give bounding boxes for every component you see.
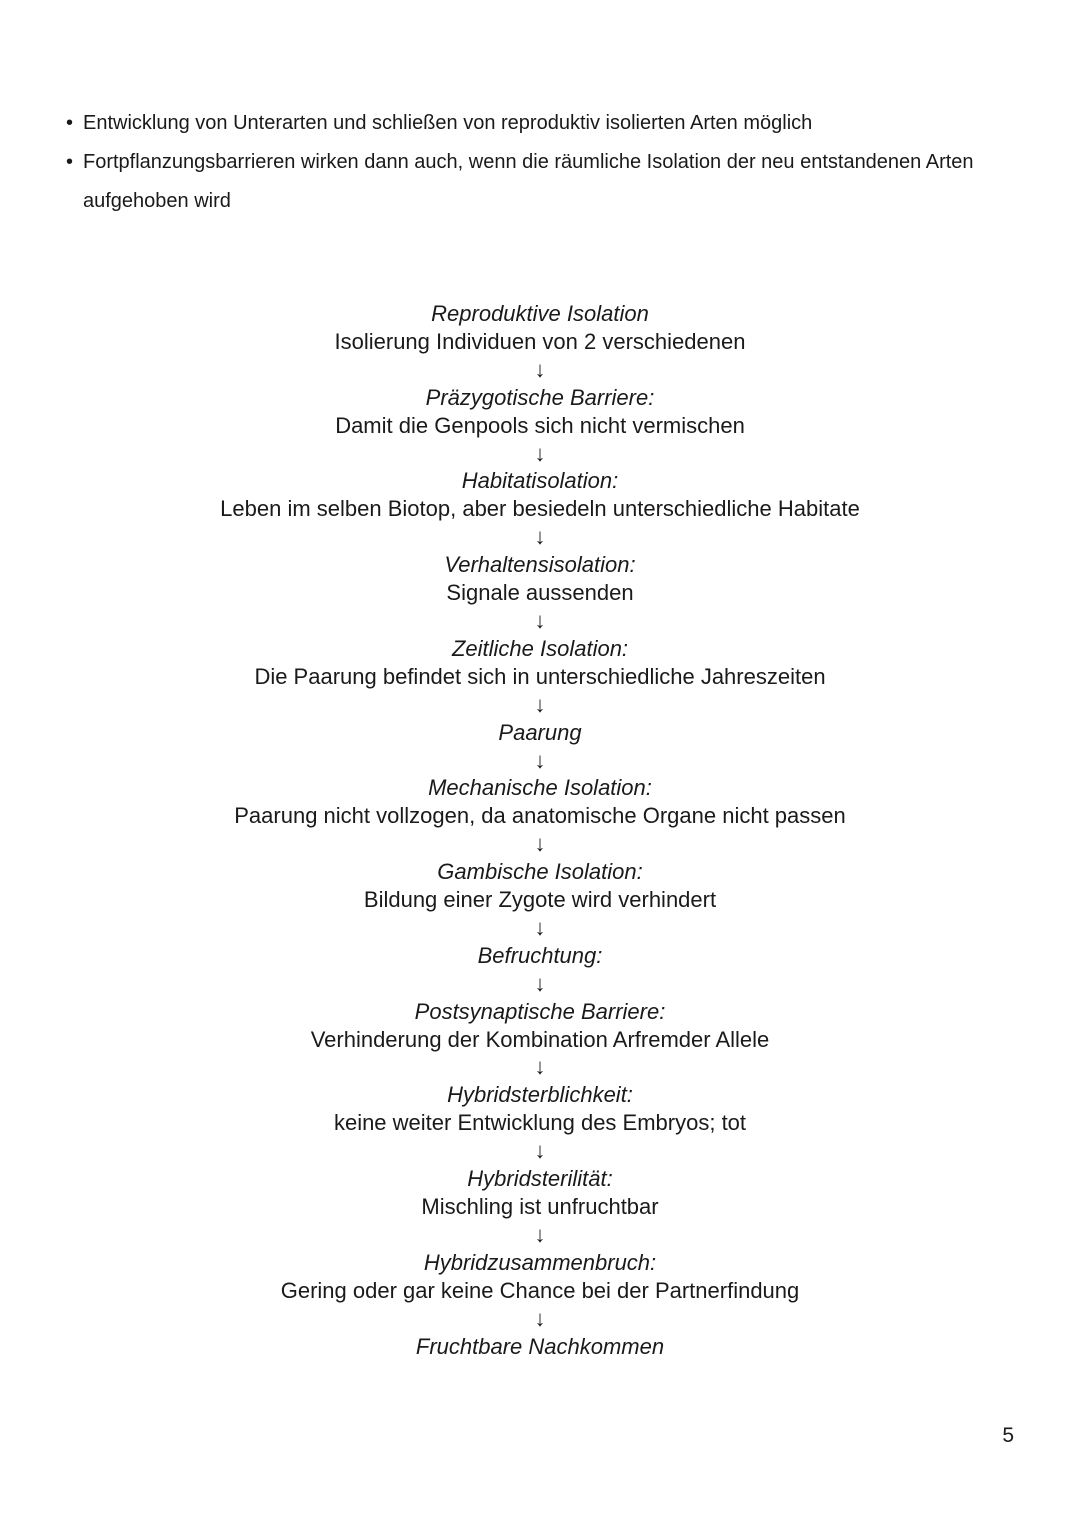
bullet-dot-icon: •	[66, 151, 74, 173]
flow-step-title: Reproduktive Isolation	[431, 301, 649, 326]
flow-step-description: Bildung einer Zygote wird verhindert	[363, 887, 717, 913]
flow-step-title: Gambische Isolation:	[437, 859, 643, 885]
flow-step-description: Leben im selben Biotop, aber besiedeln unterschiedliche Habitate	[220, 496, 860, 522]
flow-step-description: Die Paarung befindet sich in unterschiedliche Jahreszeiten	[254, 663, 826, 689]
flow-step-description: Gering oder gar keine Chance bei der Partnerfindung	[280, 1277, 800, 1303]
flow-step-title: Hybridsterilität:	[467, 1166, 613, 1192]
bullet-item	[66, 104, 1026, 143]
flow-step-description: Isolierung Individuen von 2 verschiedenen	[334, 328, 746, 354]
down-arrow-icon: ↓	[534, 356, 546, 382]
flow-step-title: Hybridsterblichkeit:	[447, 1082, 633, 1108]
flow-step-title: Paarung	[498, 719, 582, 745]
flow-step-title: Mechanische Isolation:	[428, 775, 652, 801]
flow-step-description: Signale aussenden	[446, 580, 634, 606]
flow-step-description: Verhinderung der Kombination Arfremder Allele	[310, 1026, 770, 1052]
down-arrow-icon: ↓	[534, 1138, 546, 1164]
bullet-dot-icon: •	[66, 112, 74, 134]
page-number: 5	[1002, 1424, 1014, 1447]
down-arrow-icon: ↓	[534, 831, 546, 857]
down-arrow-icon: ↓	[534, 970, 546, 996]
isolation-flowchart	[0, 300, 1080, 1360]
down-arrow-icon: ↓	[534, 691, 546, 717]
flow-step-title: Habitatisolation:	[461, 468, 619, 494]
flow-step-title: Fruchtbare Nachkommen	[415, 1333, 665, 1359]
bullet-item	[66, 143, 1026, 221]
flow-step-description: Damit die Genpools sich nicht vermischen	[335, 412, 745, 438]
down-arrow-icon: ↓	[534, 1054, 546, 1080]
flow-step-title: Postsynaptische Barriere:	[414, 998, 666, 1024]
flow-step-title: Befruchtung:	[477, 942, 603, 968]
bullet-text: Fortpflanzungsbarrieren wirken dann auch, wenn die räumliche Isolation der neu entstandenen Arten aufgehoben wird	[83, 151, 974, 212]
down-arrow-icon: ↓	[534, 914, 546, 940]
bullet-text: Entwicklung von Unterarten und schließen von reproduktiv isolierten Arten möglich	[83, 112, 813, 134]
flow-step-title: Hybridzusammenbruch:	[423, 1249, 657, 1275]
down-arrow-icon: ↓	[534, 607, 546, 633]
down-arrow-icon: ↓	[534, 440, 546, 466]
flow-step-description: Paarung nicht vollzogen, da anatomische Organe nicht passen	[234, 803, 846, 829]
flow-step-description: Mischling ist unfruchtbar	[421, 1194, 659, 1219]
flow-step-description: keine weiter Entwicklung des Embryos; tot	[333, 1110, 747, 1136]
down-arrow-icon: ↓	[534, 747, 546, 773]
down-arrow-icon: ↓	[534, 1221, 546, 1247]
down-arrow-icon: ↓	[534, 1305, 546, 1331]
bullet-list	[66, 104, 1026, 221]
flow-step-title: Zeitliche Isolation:	[451, 635, 629, 661]
flow-step-title: Verhaltensisolation:	[444, 552, 636, 578]
flow-step-title: Präzygotische Barriere:	[425, 384, 655, 410]
down-arrow-icon: ↓	[534, 524, 546, 550]
